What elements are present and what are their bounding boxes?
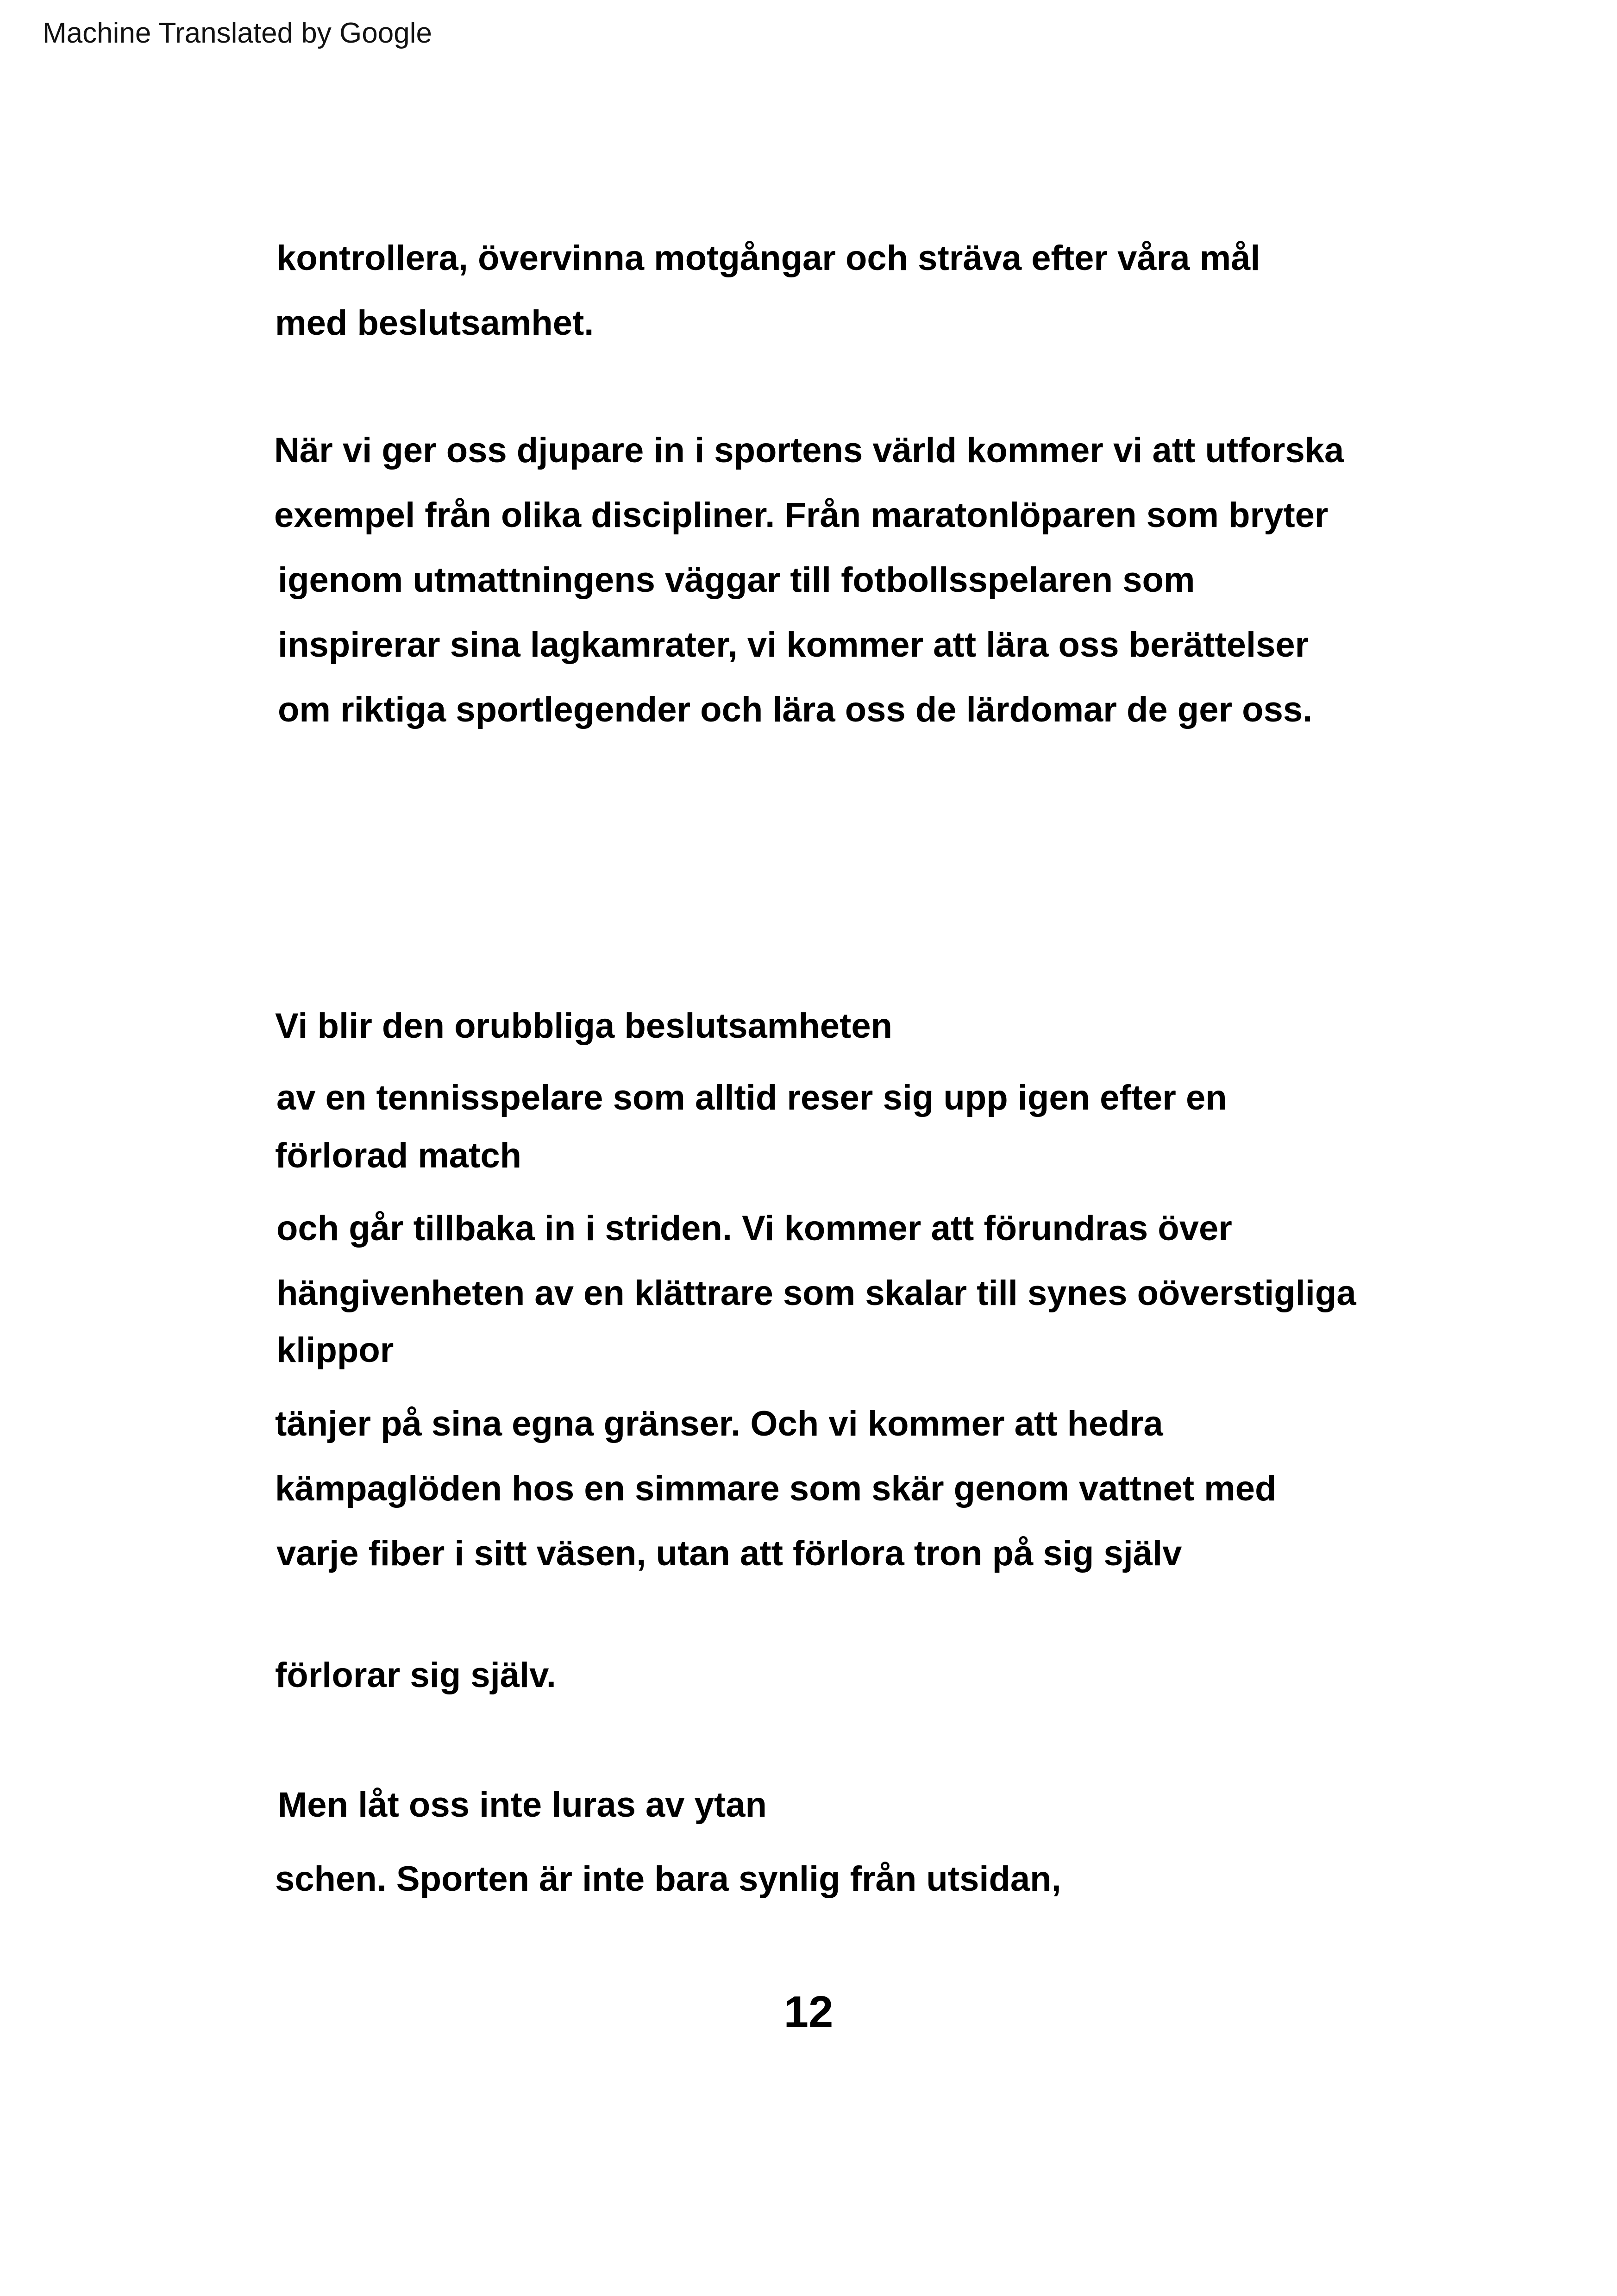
- body-line: förlorad match: [275, 1136, 522, 1175]
- body-line: varje fiber i sitt väsen, utan att förlora tron på sig själv: [276, 1534, 1182, 1573]
- body-line: exempel från olika discipliner. Från maratonlöparen som bryter: [274, 496, 1329, 535]
- body-line: och går tillbaka in i striden. Vi kommer att förundras över: [276, 1209, 1232, 1248]
- page-number: 12: [783, 1987, 834, 2037]
- body-line: med beslutsamhet.: [275, 303, 594, 343]
- body-line: av en tennisspelare som alltid reser sig upp igen efter en: [276, 1078, 1227, 1117]
- body-line: schen. Sporten är inte bara synlig från utsidan,: [275, 1859, 1061, 1899]
- body-line: klippor: [276, 1330, 394, 1370]
- body-line: förlorar sig själv.: [275, 1656, 556, 1695]
- body-line: kämpaglöden hos en simmare som skär genom vattnet med: [275, 1469, 1277, 1508]
- machine-translation-note: Machine Translated by Google: [43, 17, 432, 49]
- body-line: kontrollera, övervinna motgångar och sträva efter våra mål: [276, 238, 1260, 278]
- body-line: tänjer på sina egna gränser. Och vi kommer att hedra: [275, 1404, 1163, 1443]
- body-line: inspirerar sina lagkamrater, vi kommer att lära oss berättelser: [278, 625, 1309, 665]
- body-line: igenom utmattningens väggar till fotbollsspelaren som: [278, 560, 1195, 600]
- body-line: hängivenheten av en klättrare som skalar till synes oöverstigliga: [276, 1273, 1356, 1313]
- body-line: När vi ger oss djupare in i sportens värld kommer vi att utforska: [274, 431, 1344, 470]
- body-line: Men låt oss inte luras av ytan: [278, 1785, 767, 1825]
- body-line: Vi blir den orubbliga beslutsamheten: [275, 1006, 893, 1046]
- body-line: om riktiga sportlegender och lära oss de lärdomar de ger oss.: [278, 690, 1313, 729]
